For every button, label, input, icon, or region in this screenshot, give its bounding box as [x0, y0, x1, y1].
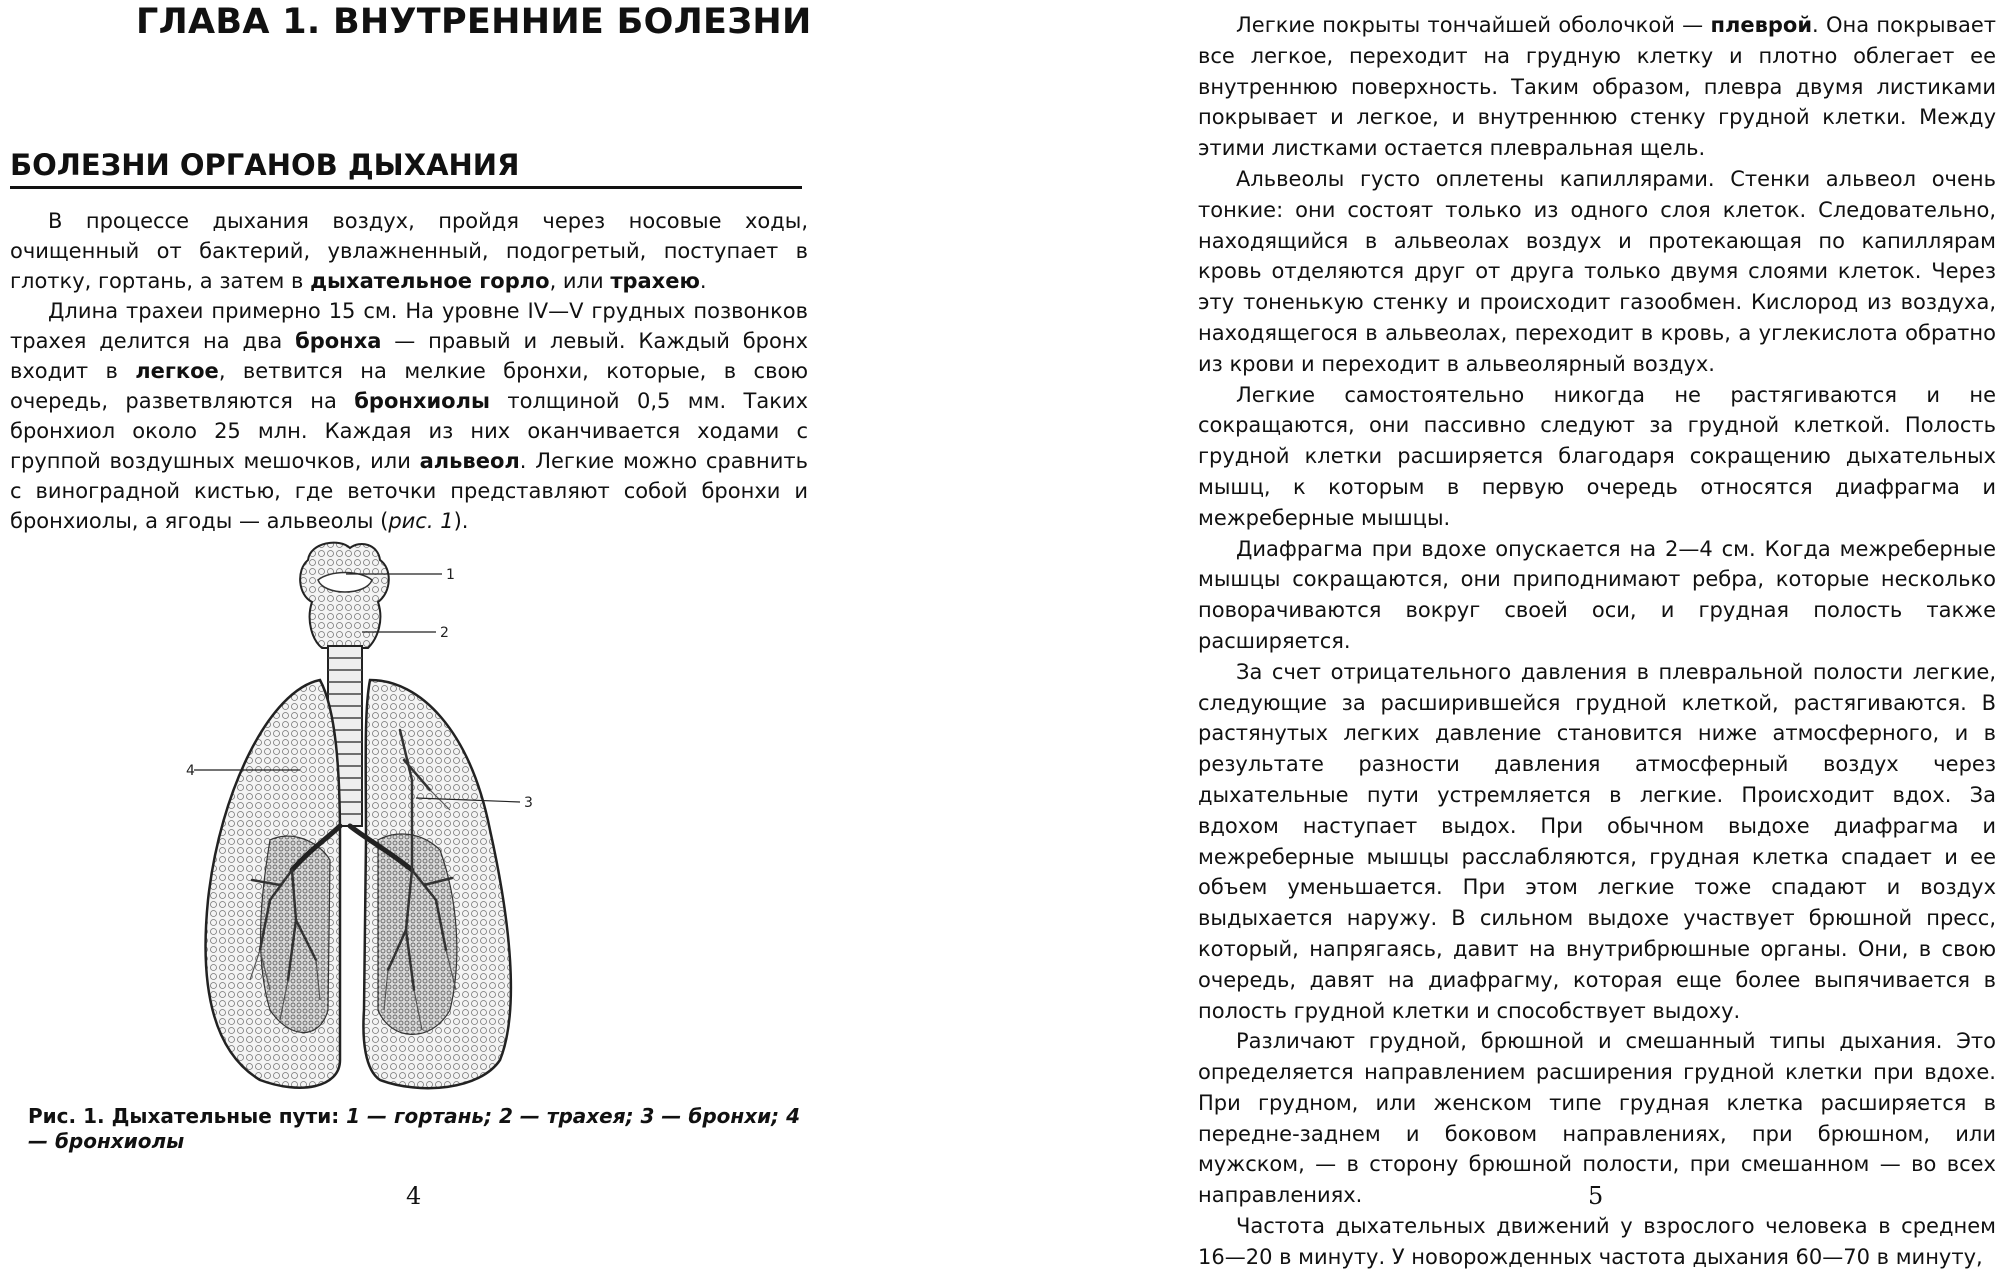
- left-body-text: [10, 206, 808, 536]
- left-page: [10, 0, 812, 1213]
- figure-label-2: 2: [440, 625, 449, 641]
- page-number-right: 5: [1588, 1182, 1604, 1210]
- figure-label-3: 3: [524, 795, 533, 811]
- left-paragraph-1: В процессе дыхания воздух, пройдя через носовые ходы, очищенный от бактерий, увлажненный, подогретый, поступает в глотку, гортань, а затем в дыхательное горло, или трахею.: [10, 209, 808, 293]
- right-paragraph-2: Альвеолы густо оплетены капиллярами. Стенки альвеол очень тонкие: они состоят только из одного слоя клеток. Следовательно, находящийся в альвеолах воздух и протекающая по капиллярам кровь отделяются друг от друга только двумя слоями клеток. Через эту тоненькую стенку и происходит газообмен. Кислород из воздуха, находящегося в альвеолах, переходит в кровь, а углекислота обратно из крови и переходит в альвеолярный воздух.: [1198, 166, 1996, 376]
- figure-caption: Рис. 1. Дыхательные пути: 1 — гортань; 2 — трахея; 3 — бронхи; 4 — бронхиолы: [28, 1104, 801, 1153]
- right-paragraph-6: Различают грудной, брюшной и смешанный типы дыхания. Это определяется направлением расширения грудной клетки при вдохе. При грудном, или женском типе грудная клетка расширяется в передне-заднем и боковом направлениях, при брюшном, или мужском, — в сторону брюшной полости, при смешанном — во всех направлениях.: [1198, 1029, 1996, 1208]
- respiratory-tract-illustration: [186, 540, 630, 1095]
- right-paragraph-3: Легкие самостоятельно никогда не растягиваются и не сокращаются, они пассивно следуют за грудной клеткой. Полость грудной клетки расширяется благодаря сокращению дыхательных мышц, к которым в первую очередь относятся диафрагма и межреберные мышцы.: [1198, 382, 1996, 530]
- right-body-text: [1198, 10, 1996, 1273]
- right-paragraph-7: Частота дыхательных движений у взрослого человека в среднем 16—20 в минуту. У новорожденных частота дыхания 60—70 в минуту,: [1198, 1214, 1996, 1269]
- left-paragraph-2: Длина трахеи примерно 15 см. На уровне IV—V грудных позвонков трахея делится на два бронха — правый и левый. Каждый бронх входит в легкое, ветвится на мелкие бронхи, которые, в свою очередь, разветвляются на бронхиолы толщиной 0,5 мм. Таких бронхиол около 25 млн. Каждая из них оканчивается ходами с группой воздушных мешочков, или альвеол. Легкие можно сравнить с виноградной кистью, где веточки представляют собой бронхи и бронхиолы, а ягоды — альвеолы (рис. 1).: [10, 299, 808, 533]
- right-page: [1198, 0, 1996, 1269]
- right-paragraph-4: Диафрагма при вдохе опускается на 2—4 см. Когда межреберные мышцы сокращаются, они приподнимают ребра, которые несколько поворачиваются вокруг своей оси, и грудная полость также расширяется.: [1198, 536, 1996, 653]
- page-number-left: 4: [406, 1182, 422, 1210]
- chapter-title: ГЛАВА 1. ВНУТРЕННИЕ БОЛЕЗНИ: [136, 2, 812, 42]
- section-title: БОЛЕЗНИ ОРГАНОВ ДЫХАНИЯ: [10, 148, 802, 189]
- right-paragraph-5: За счет отрицательного давления в плевральной полости легкие, следующие за расширившейся грудной клеткой, растягиваются. В растянутых легких давление становится ниже атмосферного, и в результате разности давления атмосферный воздух через дыхательные пути устремляется в легкие. Происходит вдох. За вдохом наступает выдох. При обычном выдохе диафрагма и межреберные мышцы расслабляются, грудная клетка спадает и ее объем уменьшается. При этом легкие тоже спадают и воздух выдыхается наружу. В сильном выдохе участвует брюшной пресс, который, напрягаясь, давит на внутрибрюшные органы. Они, в свою очередь, давят на диафрагму, которая еще более выпячивается в полость грудной клетки и способствует выдоху.: [1198, 659, 1996, 1023]
- figure-label-4: 4: [186, 763, 195, 779]
- right-paragraph-1: Легкие покрыты тончайшей оболочкой — плеврой. Она покрывает все легкое, переходит на грудную клетку и плотно облегает ее внутреннюю поверхность. Таким образом, плевра двумя листиками покрывает и легкое, и внутреннюю стенку грудной клетки. Между этими листками остается плевральная щель.: [1198, 13, 1996, 161]
- figure-label-1: 1: [446, 567, 455, 583]
